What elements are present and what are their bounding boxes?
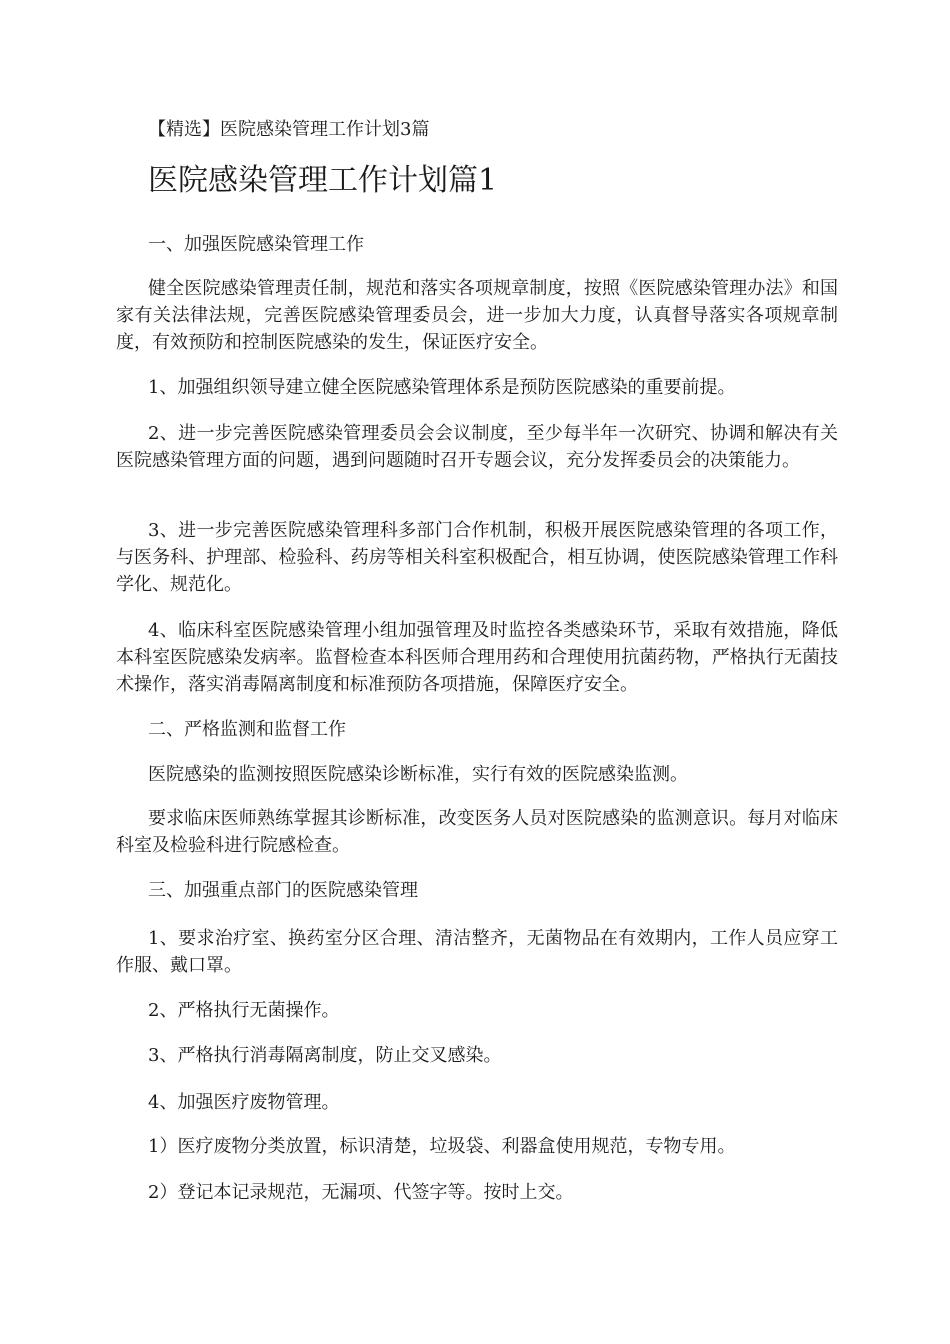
paragraph: 医院感染的监测按照医院感染诊断标准，实行有效的医院感染监测。 (148, 764, 688, 785)
paragraph: 4、临床科室医院感染管理小组加强管理及时监控各类感染环节，采取有效措施，降低本科室医院感染发病率。监督检查本科医师合理用药和合理使用抗菌药物，严格执行无菌技术操作，落实消毒隔离制度和标准预防各项措施，保障医疗安全。 (116, 620, 838, 695)
paragraph: 2）登记本记录规范，无漏项、代签字等。按时上交。 (148, 1182, 574, 1203)
paragraph: 要求临床医师熟练掌握其诊断标准，改变医务人员对医院感染的监测意识。每月对临床科室及检验科进行院感检查。 (116, 808, 838, 856)
section-heading-1: 一、加强医院感染管理工作 (148, 234, 364, 255)
paragraph: 4、加强医疗废物管理。 (148, 1092, 340, 1113)
paragraph: 2、进一步完善医院感染管理委员会会议制度，至少每半年一次研究、协调和解决有关医院感染管理方面的问题，遇到问题随时召开专题会议，充分发挥委员会的决策能力。 (116, 423, 838, 471)
paragraph: 3、进一步完善医院感染管理科多部门合作机制，积极开展医院感染管理的各项工作，与医务科、护理部、检验科、药房等相关科室积极配合，相互协调，使医院感染管理工作科学化、规范化。 (116, 520, 838, 595)
paragraph: 健全医院感染管理责任制，规范和落实各项规章制度，按照《医院感染管理办法》和国家有关法律法规，完善医院感染管理委员会，进一步加大力度，认真督导落实各项规章制度，有效预防和控制医院感染的发生，保证医疗安全。 (116, 278, 838, 353)
paragraph: 1、要求治疗室、换药室分区合理、清洁整齐，无菌物品在有效期内，工作人员应穿工作服、戴口罩。 (116, 928, 838, 976)
paragraph: 2、严格执行无菌操作。 (148, 1000, 340, 1021)
paragraph: 1）医疗废物分类放置，标识清楚，垃圾袋、利器盒使用规范，专物专用。 (148, 1136, 736, 1157)
section-heading-2: 二、严格监测和监督工作 (148, 719, 346, 740)
document-subtitle: 【精选】医院感染管理工作计划3篇 (148, 119, 430, 140)
paragraph: 3、严格执行消毒隔离制度，防止交叉感染。 (148, 1045, 502, 1066)
document-title: 医院感染管理工作计划篇1 (148, 163, 498, 198)
section-heading-3: 三、加强重点部门的医院感染管理 (148, 880, 418, 901)
paragraph: 1、加强组织领导建立健全医院感染管理体系是预防医院感染的重要前提。 (148, 377, 736, 398)
